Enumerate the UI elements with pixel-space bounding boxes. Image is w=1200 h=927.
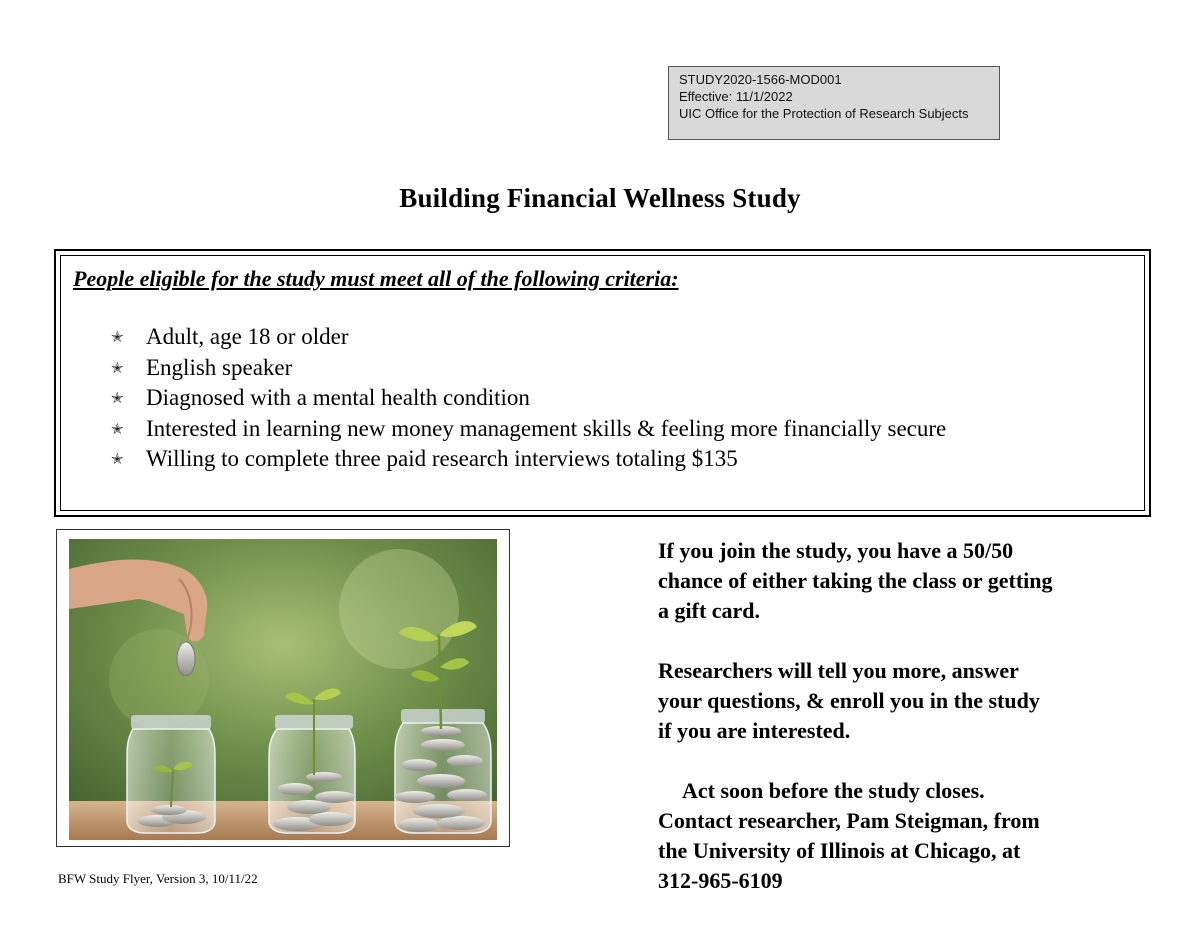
star-bullet-icon: ✭ xyxy=(111,358,124,377)
irb-approval-stamp xyxy=(668,66,1000,140)
info-paragraph-contact xyxy=(658,776,1158,896)
info-line: Contact researcher, Pam Steigman, from xyxy=(658,808,1040,833)
criteria-item xyxy=(111,383,946,414)
info-paragraph-chance xyxy=(658,536,1158,626)
page-title: Building Financial Wellness Study xyxy=(399,183,801,213)
star-bullet-icon: ✭ xyxy=(111,450,124,469)
stamp-study-id: STUDY2020-1566-MOD001 xyxy=(679,72,842,87)
star-bullet-icon: ✭ xyxy=(111,389,124,408)
criteria-item-text: Diagnosed with a mental health condition xyxy=(146,385,530,411)
photo-frame xyxy=(56,529,510,847)
star-bullet-icon: ✭ xyxy=(111,419,124,438)
info-line: a gift card. xyxy=(658,598,761,623)
stamp-effective-date: Effective: 11/1/2022 xyxy=(679,89,793,104)
criteria-item xyxy=(111,444,946,475)
criteria-inner-border xyxy=(60,255,1145,511)
info-paragraph-researchers xyxy=(658,656,1158,746)
criteria-item-text: Willing to complete three paid research interviews totaling $135 xyxy=(146,446,738,472)
info-line: your questions, & enroll you in the study xyxy=(658,688,1040,713)
criteria-item xyxy=(111,353,946,384)
contact-phone: 312-965-6109 xyxy=(658,868,783,893)
info-line: Researchers will tell you more, answer xyxy=(658,658,1019,683)
criteria-item-text: Adult, age 18 or older xyxy=(146,324,349,350)
flyer-version-note: BFW Study Flyer, Version 3, 10/11/22 xyxy=(58,871,258,886)
info-line: the University of Illinois at Chicago, at xyxy=(658,838,1021,863)
info-line: chance of either taking the class or getting xyxy=(658,568,1053,593)
criteria-item-text: Interested in learning new money management skills & feeling more financially secure xyxy=(146,415,947,441)
criteria-list xyxy=(111,322,946,475)
criteria-item-text: English speaker xyxy=(146,354,293,380)
criteria-heading: People eligible for the study must meet all of the following criteria: xyxy=(73,266,679,291)
info-line: If you join the study, you have a 50/50 xyxy=(658,538,1014,563)
coin-jars-with-sprouts-image xyxy=(69,539,497,840)
criteria-item xyxy=(111,322,946,353)
info-line: if you are interested. xyxy=(658,718,851,743)
criteria-item xyxy=(111,414,946,445)
study-info-text xyxy=(658,536,1158,896)
star-bullet-icon: ✭ xyxy=(111,328,124,347)
info-line: Act soon before the study closes. xyxy=(682,778,985,803)
eligibility-criteria-box xyxy=(54,249,1151,517)
stamp-office: UIC Office for the Protection of Research Subjects xyxy=(679,106,969,121)
